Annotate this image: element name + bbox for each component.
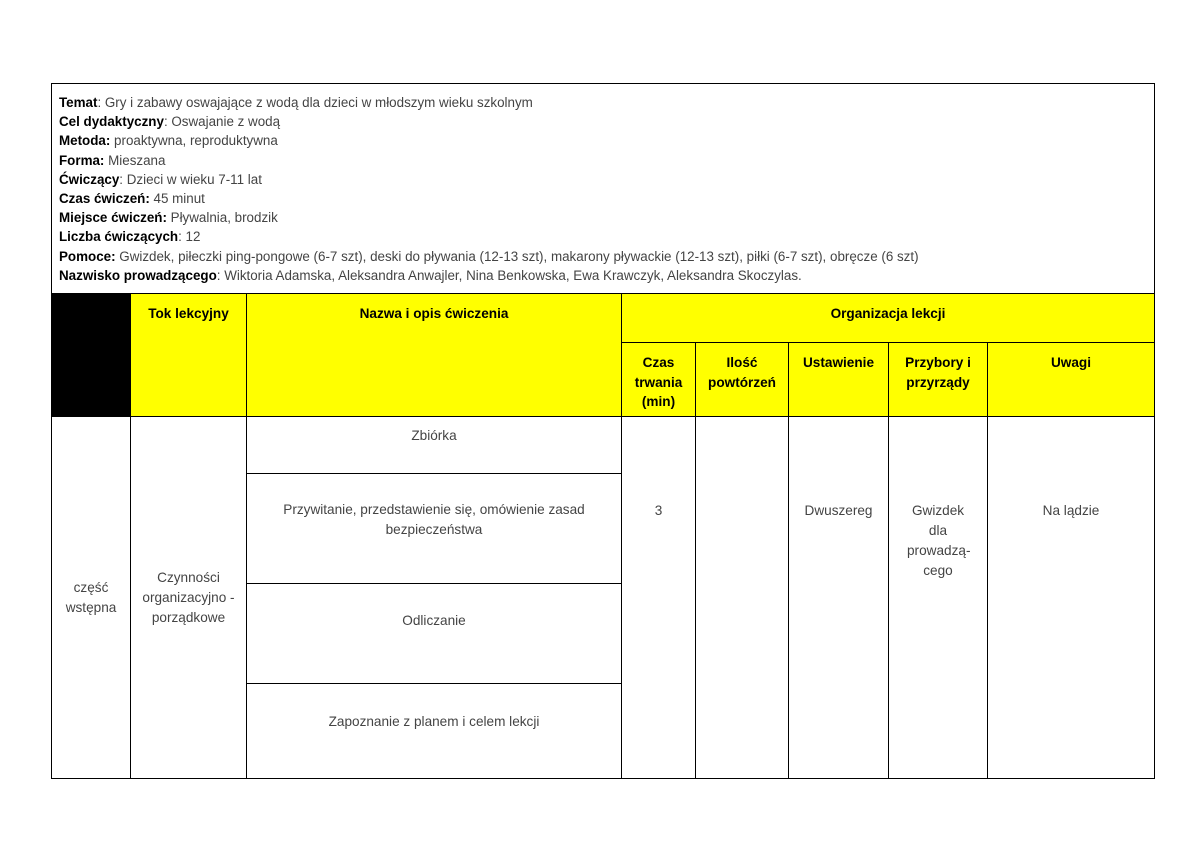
info-line-aids: Pomoce: Gwizdek, piłeczki ping-pongowe (6-7 szt), deski do pływania (12-13 szt), makarony pływackie (12-13 szt), piłki (6-7 szt), obręcze (6 szt) <box>59 248 919 264</box>
tok-czynnosci-organizacyjne: Czynności organizacyjno - porządkowe <box>131 417 247 778</box>
exercise-zbiorka: Zbiórka <box>247 417 622 474</box>
info-line-duration: Czas ćwiczeń: 45 minut <box>59 191 205 207</box>
exercise-zapoznanie: Zapoznanie z planem i celem lekcji <box>247 684 622 778</box>
header-organizacja: Organizacja lekcji <box>622 293 1154 343</box>
exercise-przywitanie: Przywitanie, przedstawienie się, omówienie zasad bezpieczeństwa <box>247 474 622 584</box>
header-ilosc-powtorzen: Ilość powtórzeń <box>696 343 789 417</box>
exercise-odliczanie: Odliczanie <box>247 584 622 684</box>
info-line-count: Liczba ćwiczących: 12 <box>59 229 201 245</box>
uwagi-value: Na lądzie <box>1042 503 1100 518</box>
header-uwagi: Uwagi <box>988 343 1154 417</box>
header-czas-trwania: Czas trwania (min) <box>622 343 696 417</box>
czas-value: 3 <box>622 417 696 778</box>
info-line-topic: Temat: Gry i zabawy oswajające z wodą dla dzieci w młodszym wieku szkolnym <box>59 95 533 110</box>
lesson-info-block <box>52 84 1154 293</box>
info-line-instructors: Nazwisko prowadzącego: Wiktoria Adamska, Aleksandra Anwajler, Nina Benkowska, Ewa Krawczyk, Aleksandra Skoczylas. <box>59 267 802 283</box>
ustawienie-value: Dwuszereg <box>789 417 889 778</box>
ilosc-value <box>696 417 789 778</box>
header-ustawienie: Ustawienie <box>789 343 889 417</box>
przybory-value: Gwizdek dla prowadzą- cego <box>889 417 988 778</box>
header-corner-black <box>52 293 131 417</box>
header-nazwa-opis: Nazwa i opis ćwiczenia <box>247 293 622 417</box>
header-tok-lekcyjny: Tok lekcyjny <box>131 293 247 417</box>
info-line-place: Miejsce ćwiczeń: Pływalnia, brodzik <box>59 210 278 226</box>
info-line-method: Metoda: proaktywna, reproduktywna <box>59 133 278 149</box>
part-czesc-wstepna: część wstępna <box>52 417 131 778</box>
header-przybory: Przybory i przyrządy <box>889 343 988 417</box>
info-line-form: Forma: Mieszana <box>59 152 166 168</box>
lesson-plan-sheet <box>51 83 1155 779</box>
info-line-goal: Cel dydaktyczny: Oswajanie z wodą <box>59 114 281 130</box>
info-line-participants: Ćwiczący: Dzieci w wieku 7-11 lat <box>59 171 262 187</box>
